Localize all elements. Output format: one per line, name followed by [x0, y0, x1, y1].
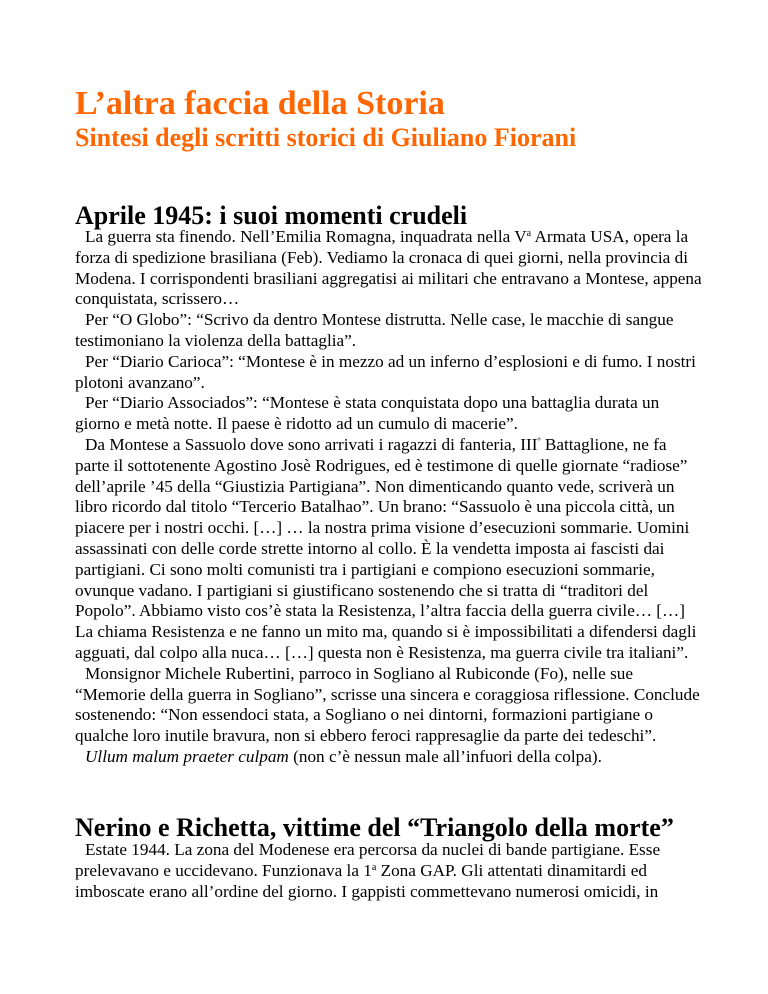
page-subtitle: Sintesi degli scritti storici di Giuliano Fiorani: [75, 123, 577, 152]
page-title: L’altra faccia della Storia: [75, 85, 445, 122]
section-body-nerino-richetta: [75, 840, 705, 902]
paragraph: Estate 1944. La zona del Modenese era percorsa da nuclei di bande partigiane. Esse prelevavano e uccidevano. Funzionava la 1$^a$ Zona GAP. Gli attentati dinamitardi ed imboscate erano all’ordine del giorno. I gappisti commettevano numerosi omicidi, in: [75, 840, 661, 901]
paragraph: Monsignor Michele Rubertini, parroco in Sogliano al Rubiconde (Fo), nelle sue “Memorie della guerra in Sogliano”, scrisse una sincera e coraggiosa riflessione. Conclude sostenendo: “Non essendoci stata, a Sogliano o nei dintorni, formazioni partigiane o qualche loro inutile bravura, non si ebbero feroci rappresaglie da parte dei tedeschi”.: [75, 663, 700, 746]
section-body-aprile-1945: [75, 227, 705, 768]
paragraph: Per “Diario Associados”: “Montese è stata conquistata dopo una battaglia durata un giorno e metà notte. Il paese è ridotto ad un cumulo di macerie”.: [75, 393, 660, 434]
section-heading-aprile-1945: Aprile 1945: i suoi momenti crudeli: [75, 201, 468, 230]
paragraph: Da Montese a Sassuolo dove sono arrivati i ragazzi di fanteria, $III^º$ Battaglione, ne fa parte il sottotenente Agostino Josè Rodrigues, ed è testimone di quelle giornate “radiose” dell’aprile ’45 della “Giustizia Partigiana”. Non dimenticando quanto vede, scriverà un libro ricordo dal titolo “Tercerio Batalhao”. Un brano: “Sassuolo è una piccola città, un piacere per i nostri occhi. […] … la nostra prima visione d’esecuzioni sommarie. Uomini assassinati con delle corde strette intorno al collo. È la vendetta imposta ai fascisti dai partigiani. Ci sono molti comunisti tra i partigiani e compiono esecuzioni sommarie, ovunque vadano. I partigiani si giustificano sostenendo che si tratta di “traditori del Popolo”. Abbiamo visto cos’è stata la Resistenza, l’altra faccia della guerra civile… […] La chiama Resistenza e ne fanno un mito ma, quando si è impossibilitati a difendersi dagli agguati, dal colpo alla nuca… […] questa non è Resistenza, ma guerra civile tra italiani”.: [75, 434, 697, 662]
paragraph: La guerra sta finendo. Nell’Emilia Romagna, inquadrata nella $V^a$ Armata USA, opera la forza di spedizione brasiliana (Feb). Vediamo la cronaca di quei giorni, nella provincia di Modena. I corrispondenti brasiliani aggregatisi ai militari che entravano a Montese, appena conquistata, scrissero…: [75, 227, 702, 309]
paragraph: Per “Diario Carioca”: “Montese è in mezzo ad un inferno d’esplosioni e di fumo. I nostri plotoni avanzano”.: [75, 351, 696, 392]
section-heading-nerino-richetta: Nerino e Richetta, vittime del “Triangolo della morte”: [75, 813, 674, 842]
paragraph: Per “O Globo”: “Scrivo da dentro Montese distrutta. Nelle case, le macchie di sangue testimoniano la violenza della battaglia”.: [75, 310, 674, 350]
paragraph-latin-motto: Ullum malum praeter culpam (non c’è nessun male all’infuori della colpa).: [85, 746, 602, 766]
